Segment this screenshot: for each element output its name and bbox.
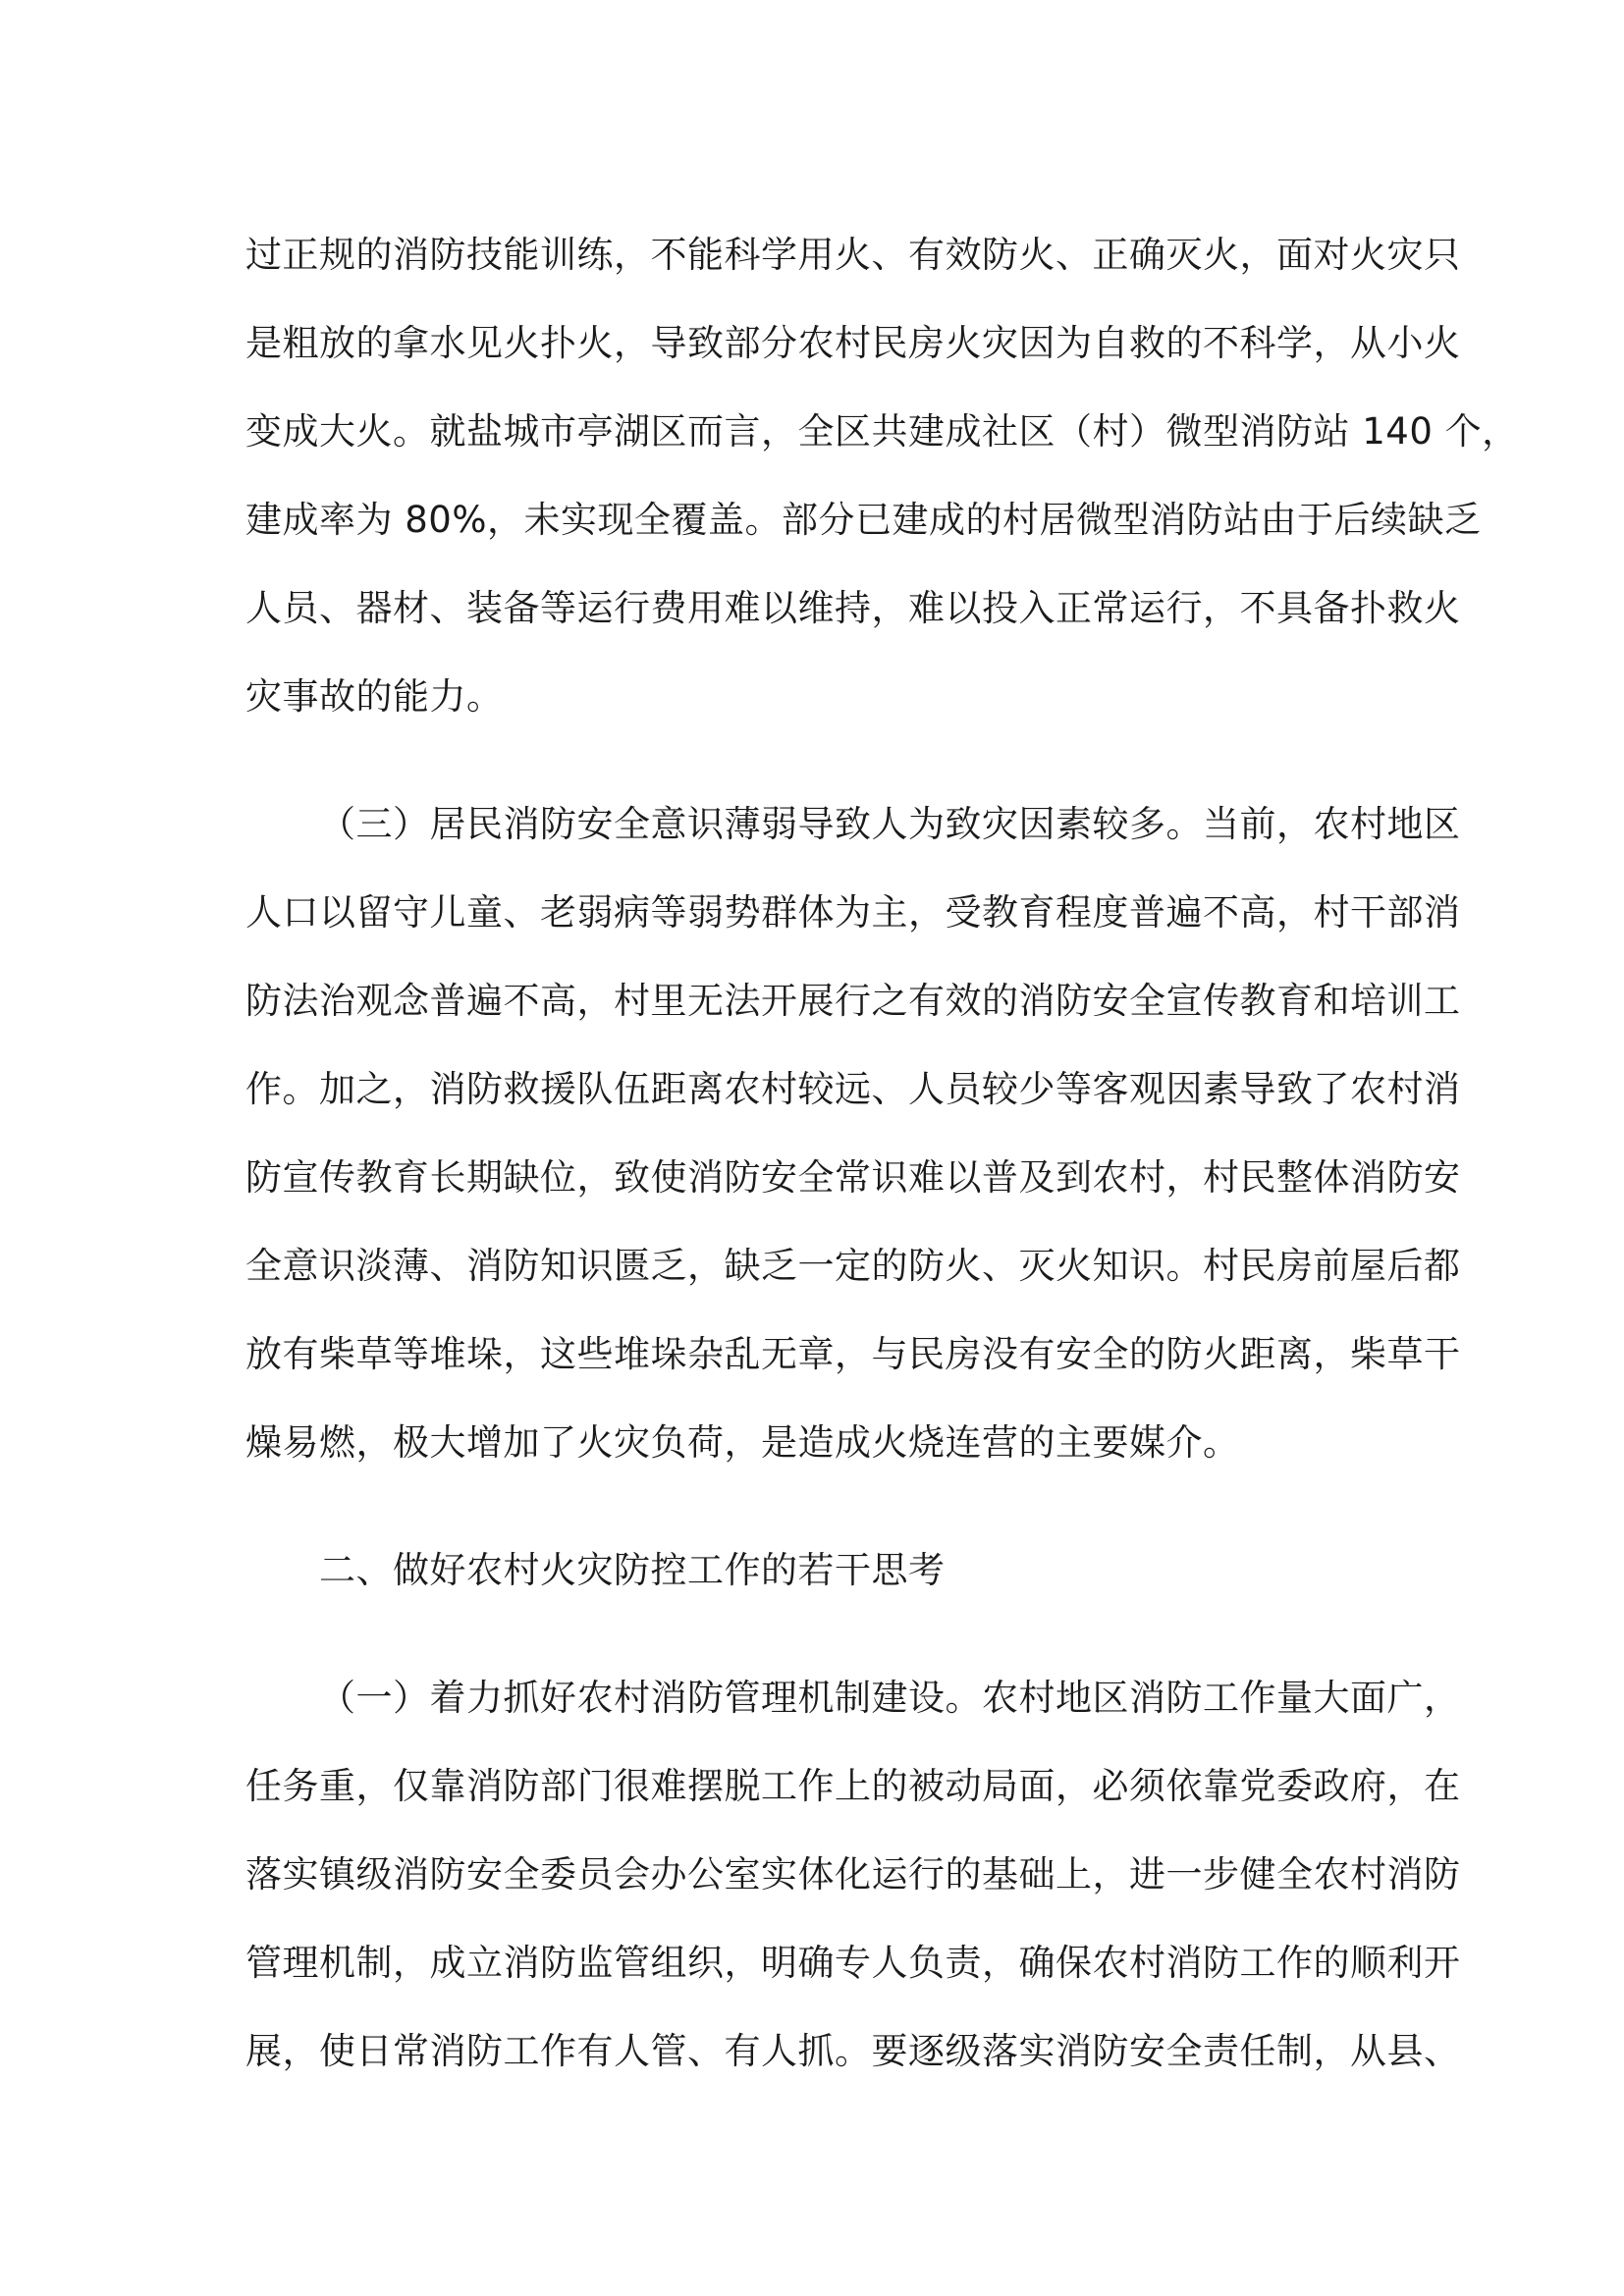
paragraph-line: 全意识淡薄、消防知识匮乏，缺乏一定的防火、灭火知识。村民房前屋后都 — [245, 1245, 1461, 1287]
paragraph-line: 燥易燃，极大增加了火灾负荷，是造成火烧连营的主要媒介。 — [245, 1421, 1240, 1464]
paragraph-line: 灾事故的能力。 — [245, 675, 504, 718]
paragraph-line: 放有柴草等堆垛，这些堆垛杂乱无章，与民房没有安全的防火距离，柴草干 — [245, 1333, 1461, 1375]
paragraph-line: 防宣传教育长期缺位，致使消防安全常识难以普及到农村，村民整体消防安 — [245, 1156, 1461, 1199]
paragraph-line: （三）居民消防安全意识薄弱导致人为致灾因素较多。当前，农村地区 — [319, 803, 1461, 845]
paragraph-line: 防法治观念普遍不高，村里无法开展行之有效的消防安全宣传教育和培训工 — [245, 980, 1461, 1022]
paragraph-line: 过正规的消防技能训练，不能科学用火、有效防火、正确灭火，面对火灾只 — [245, 234, 1461, 276]
paragraph-line: 落实镇级消防安全委员会办公室实体化运行的基础上，进一步健全农村消防 — [245, 1853, 1461, 1896]
paragraph-line: 人口以留守儿童、老弱病等弱势群体为主，受教育程度普遍不高，村干部消 — [245, 891, 1461, 934]
section-heading: 二、做好农村火灾防控工作的若干思考 — [319, 1549, 946, 1591]
paragraph-line: 建成率为 80%，未实现全覆盖。部分已建成的村居微型消防站由于后续缺乏 — [245, 499, 1482, 541]
paragraph-line: 管理机制，成立消防监管组织，明确专人负责，确保农村消防工作的顺利开 — [245, 1942, 1461, 1984]
paragraph-line: 展，使日常消防工作有人管、有人抓。要逐级落实消防安全责任制，从县、 — [245, 2030, 1461, 2072]
paragraph-line: 是粗放的拿水见火扑火，导致部分农村民房火灾因为自救的不科学，从小火 — [245, 322, 1461, 364]
paragraph-line: 作。加之，消防救援队伍距离农村较远、人员较少等客观因素导致了农村消 — [245, 1068, 1461, 1110]
paragraph-line: 任务重，仅靠消防部门很难摆脱工作上的被动局面，必须依靠党委政府，在 — [245, 1765, 1461, 1807]
paragraph-line: （一）着力抓好农村消防管理机制建设。农村地区消防工作量大面广， — [319, 1677, 1461, 1719]
paragraph-line: 变成大火。就盐城市亭湖区而言，全区共建成社区（村）微型消防站 140 个， — [245, 410, 1519, 453]
paragraph-line: 人员、器材、装备等运行费用难以维持，难以投入正常运行，不具备扑救火 — [245, 587, 1461, 629]
